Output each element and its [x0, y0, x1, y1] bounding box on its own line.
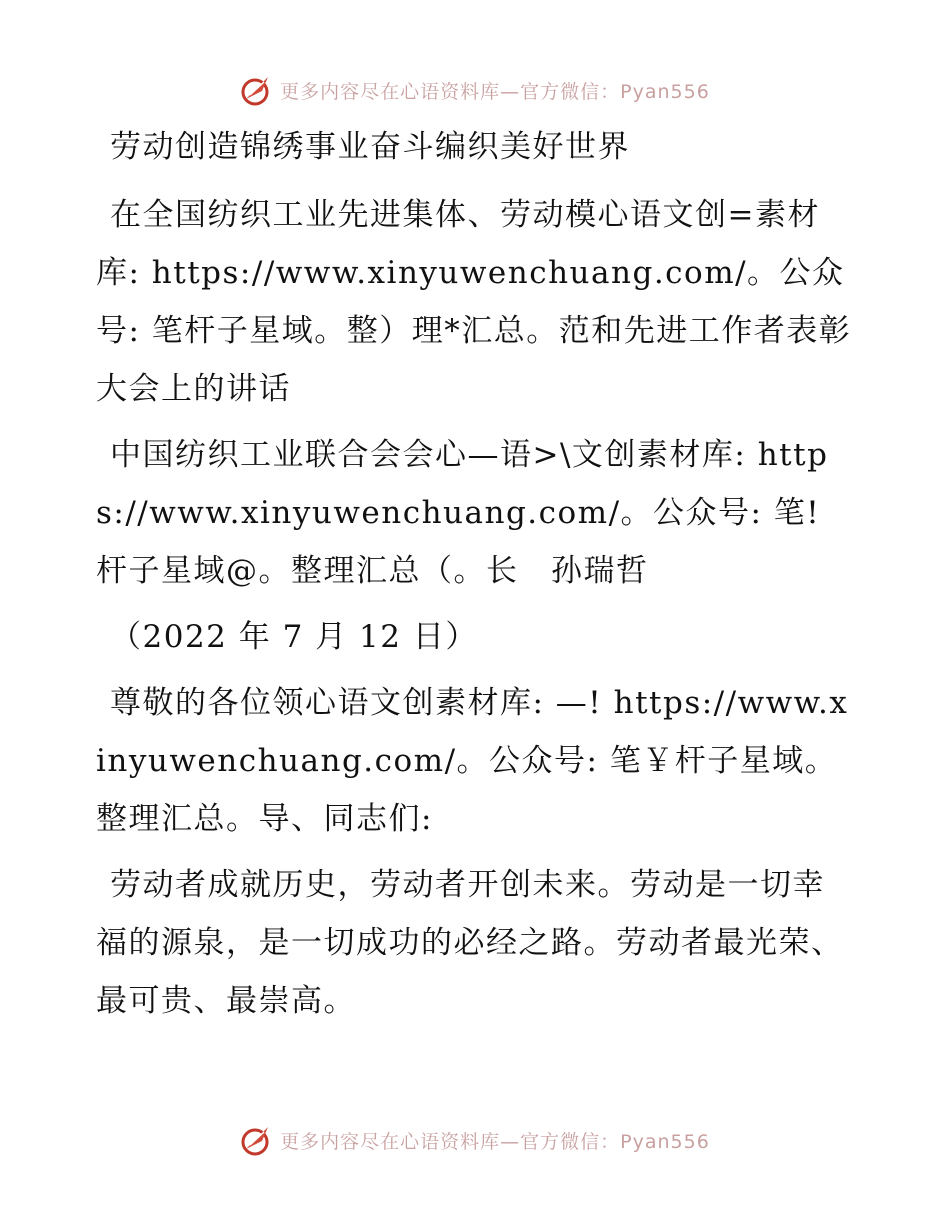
banner-text: 更多内容尽在心语资料库—官方微信：Pyan556	[280, 1130, 710, 1153]
paragraph: 劳动者成就历史，劳动者开创未来。劳动是一切幸福的源泉，是一切成功的必经之路。劳动者最光荣、最可贵、最崇高。	[96, 867, 844, 1019]
wechat-id: Pyan556	[620, 1130, 710, 1153]
red-feather-logo-icon	[240, 73, 274, 107]
banner-text: 更多内容尽在心语资料库—官方微信：Pyan556	[280, 80, 710, 103]
date-line: （2022 年 7 月 12 日）	[110, 619, 478, 655]
wechat-id: Pyan556	[620, 80, 710, 103]
paragraph: 在全国纺织工业先进集体、劳动模心语文创=素材库: https://www.xinyuwenchuang.com/。公众号: 笔杆子星域。整）理*汇总。范和先进工作者表彰大会上的讲话	[96, 197, 852, 407]
document-body	[96, 118, 856, 1038]
paragraph: 中国纺织工业联合会会心—语>\文创素材库: https://www.xinyuwenchuang.com/。公众号: 笔! 杆子星域@。整理汇总（。长 孙瑞哲	[96, 437, 829, 589]
red-feather-logo-icon	[240, 1123, 274, 1157]
header-watermark-banner	[0, 70, 950, 110]
paragraph: 尊敬的各位领心语文创素材库: —! https://www.xinyuwenchuang.com/。公众号: 笔￥杆子星域。整理汇总。导、同志们:	[96, 685, 849, 837]
footer-watermark-banner	[0, 1120, 950, 1160]
document-title: 劳动创造锦绣事业奋斗编织美好世界	[110, 129, 630, 165]
